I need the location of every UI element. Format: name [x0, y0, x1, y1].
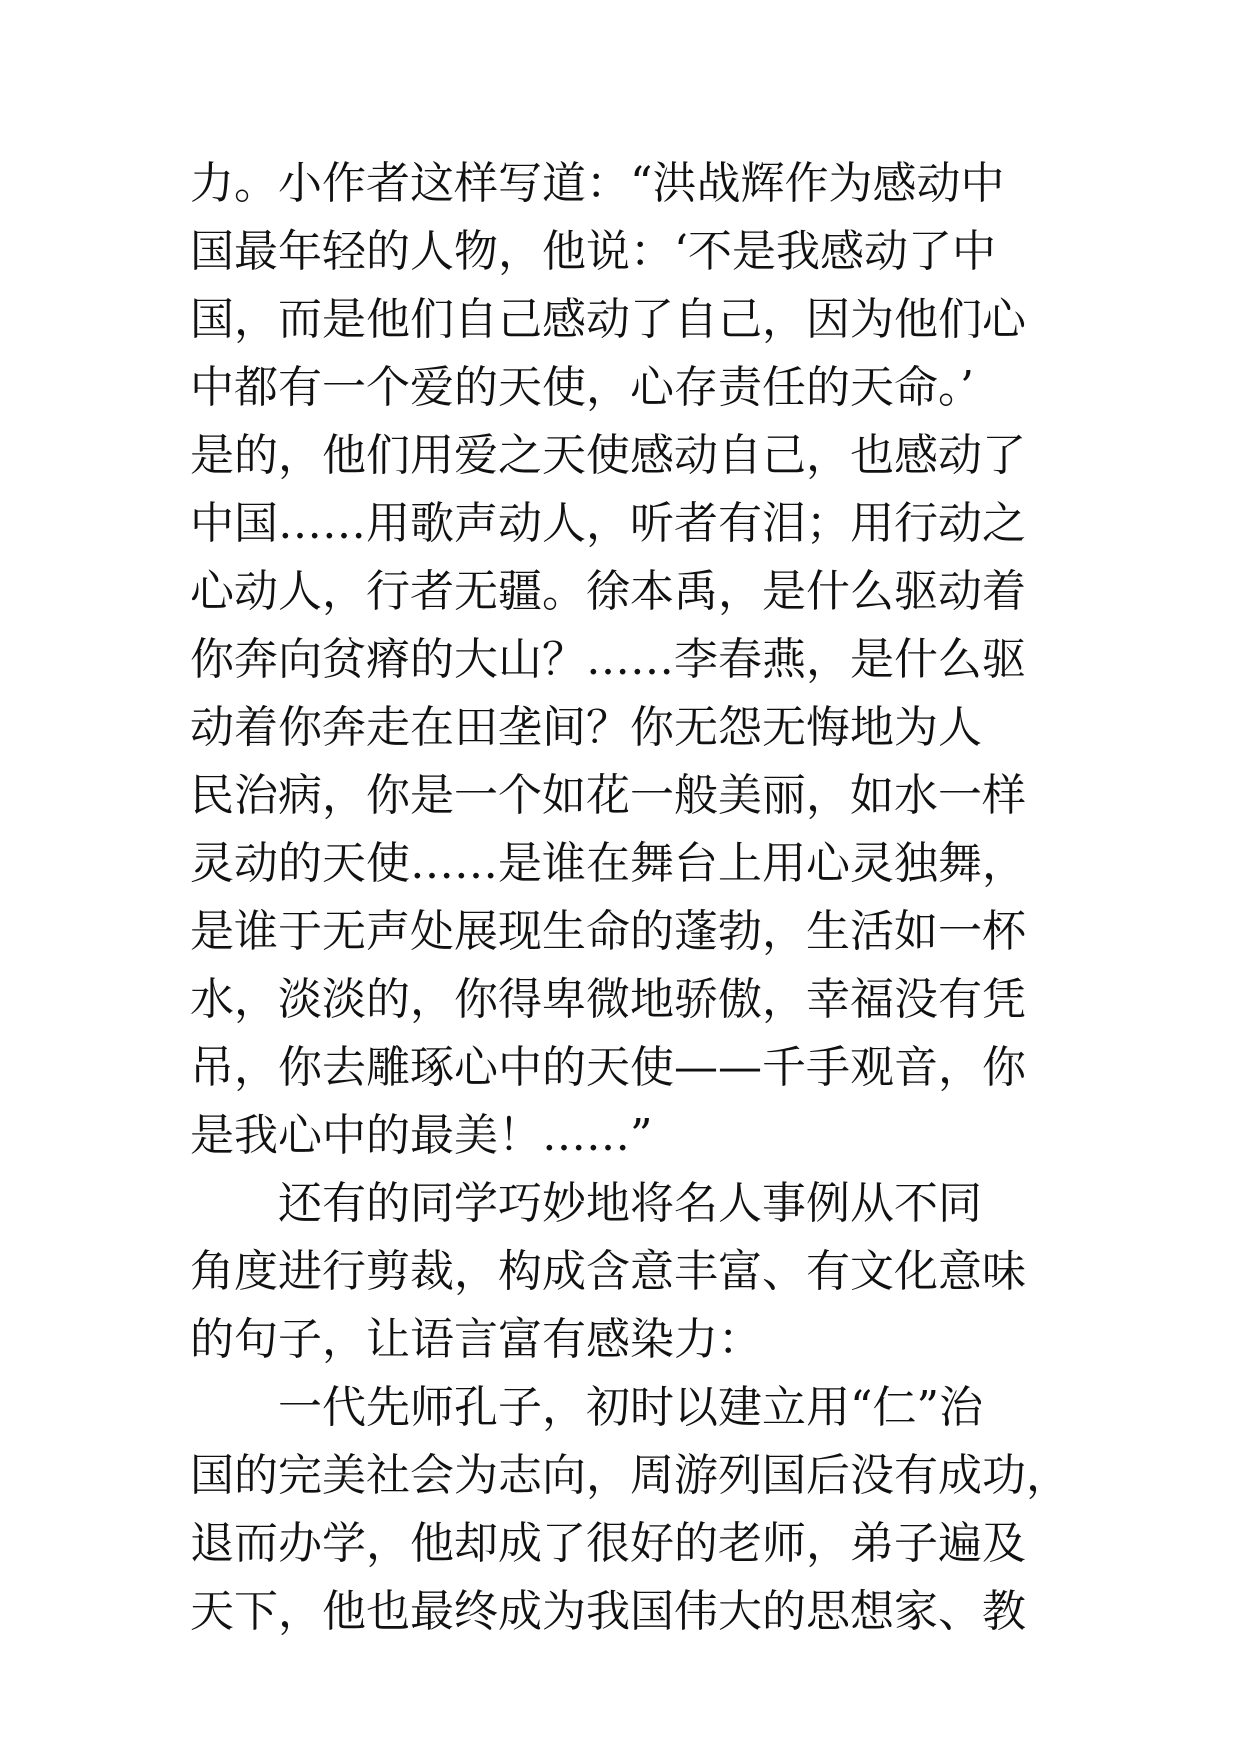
text-line: 一代先师孔子，初时以建立用“仁”治 — [278, 1382, 983, 1433]
text-line: 中国……用歌声动人，听者有泪；用行动之 — [190, 498, 1026, 549]
text-line: 国的完美社会为志向，周游列国后没有成功， — [190, 1450, 1070, 1501]
body-text — [190, 150, 1070, 1646]
text-line: 中都有一个爱的天使，心存责任的天命。’ — [190, 362, 974, 413]
text-line: 是谁于无声处展现生命的蓬勃，生活如一杯 — [190, 906, 1026, 957]
text-line: 心动人，行者无疆。徐本禹，是什么驱动着 — [190, 566, 1026, 617]
text-line: 还有的同学巧妙地将名人事例从不同 — [278, 1178, 982, 1229]
text-line: 角度进行剪裁，构成含意丰富、有文化意味 — [190, 1246, 1026, 1297]
text-line: 国最年轻的人物，他说：‘不是我感动了中 — [190, 226, 996, 277]
text-line: 是我心中的最美！……” — [190, 1110, 653, 1161]
text-line: 吊，你去雕琢心中的天使——千手观音，你 — [190, 1042, 1026, 1093]
text-line: 灵动的天使……是谁在舞台上用心灵独舞， — [190, 838, 1026, 889]
text-line: 天下，他也最终成为我国伟大的思想家、教 — [190, 1586, 1026, 1637]
text-line: 力。小作者这样写道：“洪战辉作为感动中 — [190, 158, 1005, 209]
text-line: 的句子，让语言富有感染力： — [190, 1314, 762, 1365]
text-line: 水，淡淡的，你得卑微地骄傲，幸福没有凭 — [190, 974, 1026, 1025]
text-line: 民治病，你是一个如花一般美丽，如水一样 — [190, 770, 1026, 821]
text-line: 退而办学，他却成了很好的老师，弟子遍及 — [190, 1518, 1026, 1569]
text-line: 国，而是他们自己感动了自己，因为他们心 — [190, 294, 1026, 345]
text-line: 是的，他们用爱之天使感动自己，也感动了 — [190, 430, 1026, 481]
text-line: 你奔向贫瘠的大山？……李春燕，是什么驱 — [190, 634, 1026, 685]
text-line: 动着你奔走在田垄间？你无怨无悔地为人 — [190, 702, 982, 753]
